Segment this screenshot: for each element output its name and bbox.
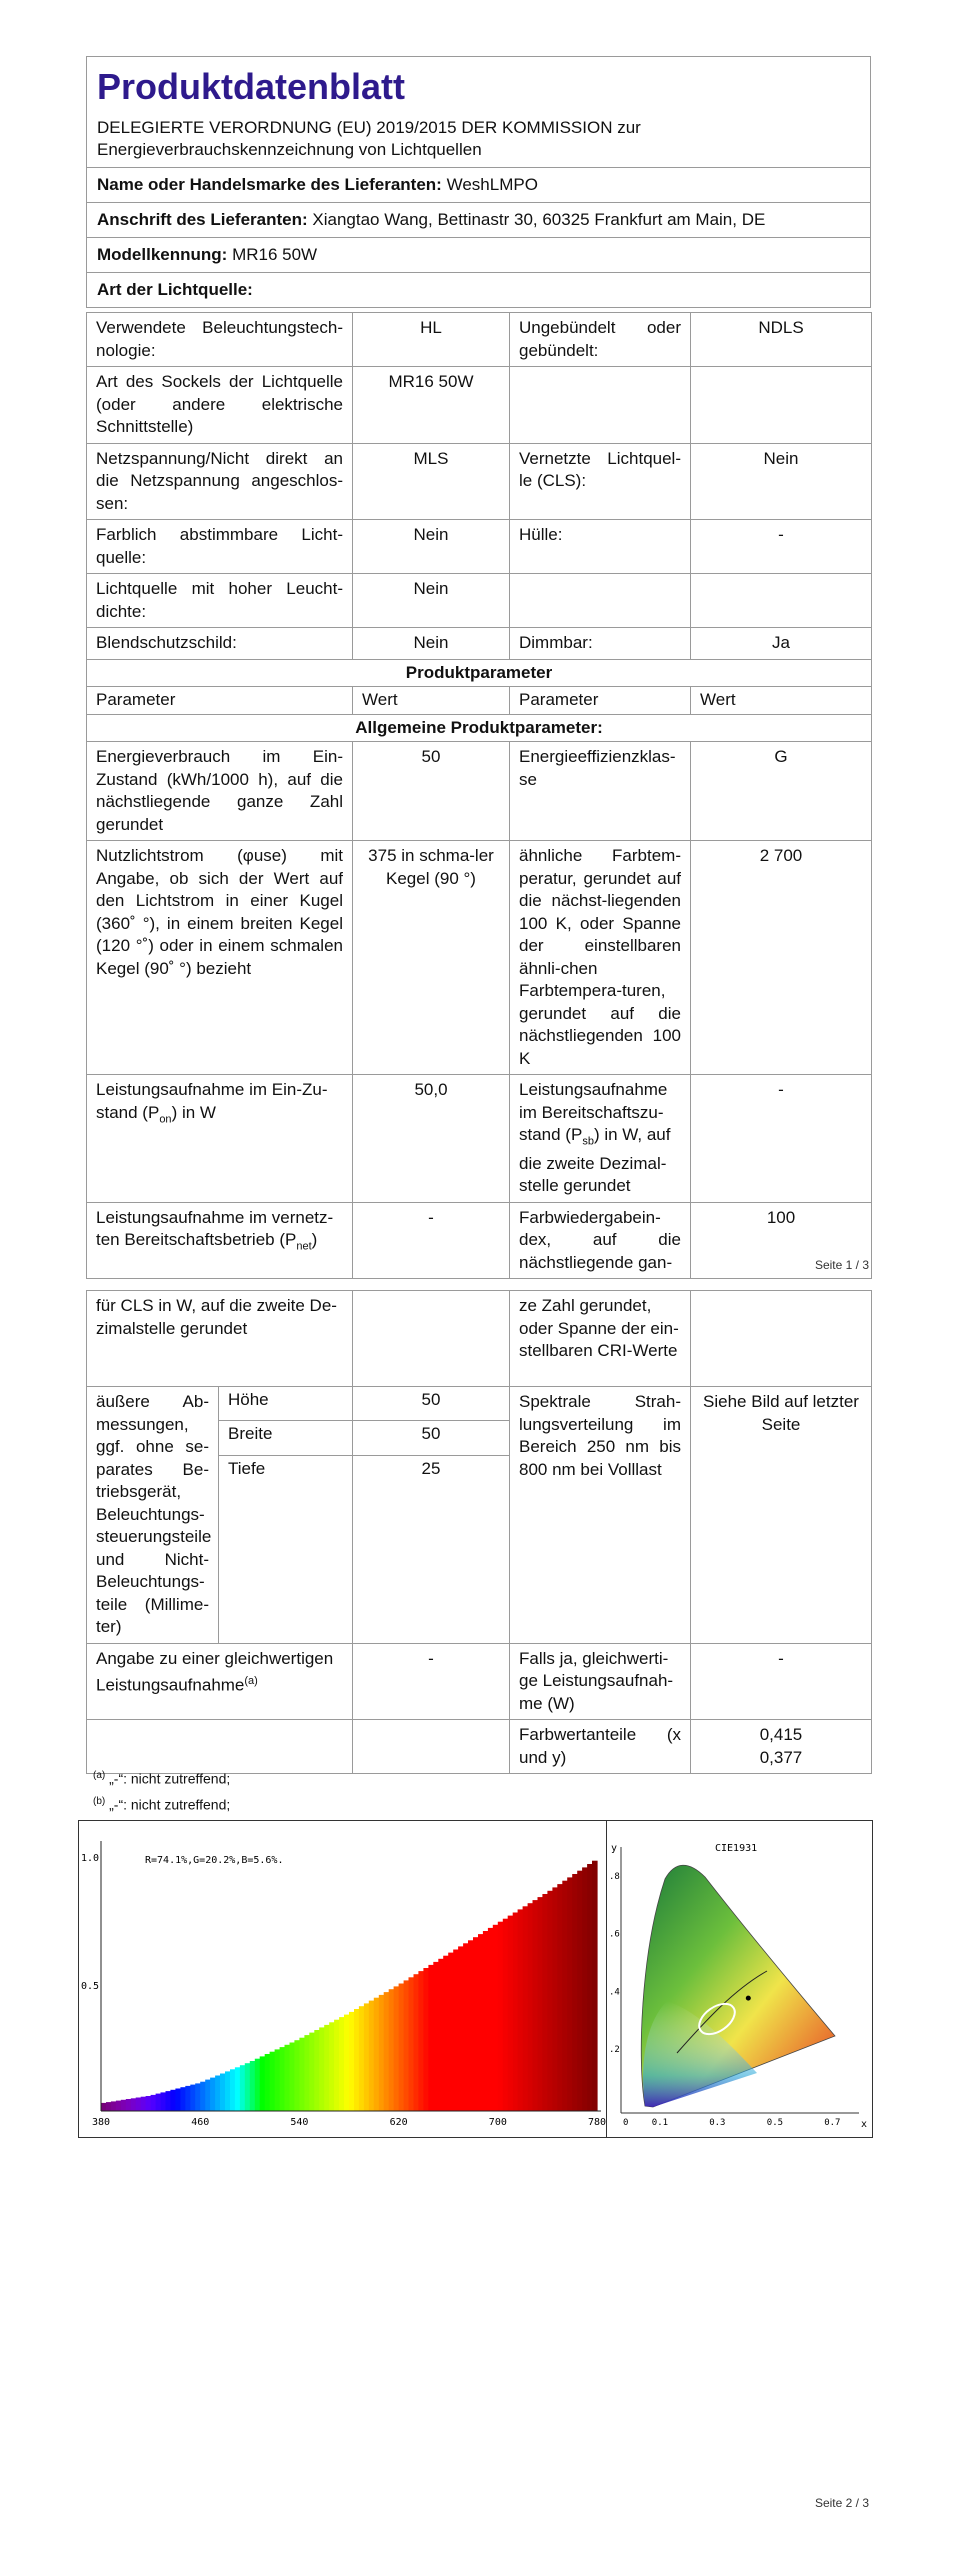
- envelope-value: -: [691, 520, 872, 574]
- spectrum-bar: [384, 1992, 390, 2111]
- spectrum-bar: [235, 2067, 241, 2111]
- glare-value: Nein: [353, 628, 510, 660]
- address-label: Anschrift des Lieferanten:: [97, 210, 308, 229]
- pnet-label: [87, 1202, 353, 1279]
- spectrum-bar: [151, 2095, 157, 2111]
- chromaticity-y: 0,377: [759, 1747, 803, 1767]
- spectrum-bar: [121, 2100, 127, 2111]
- pnet-label-continued: für CLS in W, auf die zweite De-zimalstelle gerundet: [87, 1291, 353, 1387]
- spectrum-bar: [344, 2015, 350, 2111]
- spectrum-bar: [225, 2071, 231, 2111]
- table-row: [87, 313, 872, 367]
- section-product-parameters: Produktparameter: [87, 659, 872, 687]
- regulation-text: DELEGIERTE VERORDNUNG (EU) 2019/2015 DER KOMMISSION zur Energieverbrauchskennzeichnung von Lichtquellen: [97, 118, 641, 159]
- x-tick-label: 620: [389, 2117, 408, 2128]
- cls-label: Vernetzte Lichtquel-le (CLS):: [510, 443, 691, 520]
- depth-label: Tiefe: [219, 1455, 353, 1643]
- spectrum-bar: [418, 1971, 424, 2111]
- dimmable-label: Dimmbar:: [510, 628, 691, 660]
- pnet-label-post: ): [311, 1230, 318, 1250]
- empty-cell: [510, 574, 691, 628]
- spectrum-bar: [324, 2025, 330, 2111]
- spd-value: Siehe Bild auf letzter Seite: [691, 1387, 872, 1644]
- address-row: [87, 203, 870, 238]
- empty-cell: [510, 367, 691, 444]
- regulation-row: [87, 117, 870, 168]
- equivalent-power-label: Falls ja, gleichwerti-ge Leistungsaufnah-me (W): [510, 1643, 691, 1720]
- spectrum-bar: [106, 2102, 112, 2111]
- mains-value: MLS: [353, 443, 510, 520]
- spectrum-bar: [195, 2083, 201, 2111]
- spectrum-bar: [294, 2040, 300, 2111]
- cri-value: 100: [691, 1202, 872, 1279]
- spectrum-bar: [161, 2092, 167, 2111]
- spectrum-bar: [567, 1877, 573, 2111]
- title-row: [87, 57, 870, 117]
- x-tick-label: 780: [588, 2117, 606, 2128]
- spectrum-bar: [399, 1984, 405, 2112]
- class-label: Energieeffizienzklas-se: [510, 742, 691, 841]
- spectrum-bar: [349, 2012, 355, 2111]
- cie-x-tick-label: 0.5: [766, 2118, 784, 2128]
- spectrum-bar: [552, 1887, 558, 2111]
- cie-x-tick-label: 0.7: [824, 2118, 841, 2128]
- spectrum-bar: [587, 1864, 593, 2111]
- spectrum-bar: [170, 2090, 176, 2111]
- cct-label: ähnliche Farbtem-peratur, gerundet auf die nächst-liegenden 100 K, oder Spanne der einstellbaren ähnli-chen Farbtempera-turen, gerundet auf die nächstliegenden 100 K: [510, 841, 691, 1075]
- y-tick-label: 1.0: [81, 1853, 100, 1864]
- spectrum-bar: [508, 1916, 514, 2111]
- table-row: [87, 520, 872, 574]
- footnote-a-mark: (a): [93, 1770, 106, 1781]
- x-tick-label: 540: [290, 2117, 309, 2128]
- table-row: [87, 687, 872, 715]
- model-row: [87, 238, 870, 273]
- high-luminance-label: Lichtquelle mit hoher Leucht-dichte:: [87, 574, 353, 628]
- spectrum-bar: [190, 2085, 196, 2111]
- spd-label: Spektrale Strah-lungsverteilung im Bereich 250 nm bis 800 nm bei Volllast: [510, 1387, 691, 1644]
- spectrum-bar: [260, 2056, 266, 2111]
- spectrum-bar: [448, 1953, 454, 2111]
- table-row: [87, 1387, 872, 1421]
- col-header-value: Wert: [353, 687, 510, 715]
- empty-cell: [691, 574, 872, 628]
- pon-value: 50,0: [353, 1075, 510, 1203]
- header-block: [86, 56, 871, 308]
- spectrum-bar: [463, 1943, 469, 2111]
- address-value: Xiangtao Wang, Bettinastr 30, 60325 Frankfurt am Main, DE: [312, 210, 766, 229]
- spectrum-bar: [359, 2006, 365, 2111]
- spectrum-bar: [126, 2099, 132, 2111]
- spectrum-bar: [285, 2045, 291, 2111]
- spectrum-bar: [428, 1965, 434, 2111]
- spectrum-bar: [389, 1989, 395, 2111]
- spectrum-bar: [458, 1946, 464, 2111]
- spectrum-bar: [111, 2101, 117, 2111]
- spectrum-bar: [290, 2043, 296, 2112]
- spectrum-bar: [205, 2080, 211, 2111]
- spectrum-bar: [478, 1934, 484, 2111]
- spectrum-bar: [582, 1867, 588, 2111]
- table-row: [87, 367, 872, 444]
- spectrum-bar: [542, 1894, 548, 2111]
- table-row: [87, 1643, 872, 1720]
- table-row: [87, 1291, 872, 1387]
- spectrum-bar: [319, 2027, 325, 2111]
- pnet-sub: net: [296, 1240, 312, 1253]
- section-general-parameters: Allgemeine Produktparameter:: [87, 714, 872, 742]
- cie-x-tick-label: 0.3: [709, 2118, 726, 2128]
- cie-x-tick-label: 0.1: [651, 2118, 669, 2128]
- spectrum-bar: [443, 1956, 449, 2111]
- spectrum-bar: [547, 1891, 553, 2111]
- spectrum-bar: [379, 1995, 385, 2111]
- footnote-a: [93, 1770, 230, 1787]
- spectrum-bar: [270, 2052, 276, 2111]
- psb-sub: sb: [582, 1135, 594, 1148]
- spectrum-bar: [329, 2022, 335, 2111]
- table-row: [87, 714, 872, 742]
- product-table-page1: [86, 312, 872, 1279]
- tech-label: Verwendete Beleuchtungstech-nologie:: [87, 313, 353, 367]
- spectrum-bar: [299, 2038, 305, 2111]
- cap-label: Art des Sockels der Lichtquelle (oder andere elektrische Schnittstelle): [87, 367, 353, 444]
- col-header-value: Wert: [691, 687, 872, 715]
- spectrum-bar: [334, 2020, 340, 2111]
- x-tick-label: 460: [191, 2117, 210, 2128]
- envelope-label: Hülle:: [510, 520, 691, 574]
- spectrum-bar: [250, 2061, 256, 2111]
- empty-cell: [691, 1291, 872, 1387]
- mains-label: Netzspannung/Nicht direkt an die Netzspannung angeschlos-sen:: [87, 443, 353, 520]
- spectrum-bar: [275, 2049, 281, 2111]
- spectrum-bar: [309, 2033, 315, 2111]
- high-luminance-value: Nein: [353, 574, 510, 628]
- spectrum-bar: [503, 1919, 509, 2111]
- pnet-value: -: [353, 1202, 510, 1279]
- page-title: Produktdatenblatt: [97, 66, 406, 107]
- depth-value: 25: [353, 1455, 510, 1643]
- model-label: Modellkennung:: [97, 245, 228, 264]
- energy-value: 50: [353, 742, 510, 841]
- spectrum-bar: [518, 1909, 524, 2111]
- cri-label-continued: ze Zahl gerundet, oder Spanne der ein-stellbaren CRI-Werte: [510, 1291, 691, 1387]
- spectrum-bar: [438, 1959, 444, 2111]
- equivalent-label: [87, 1643, 353, 1720]
- cie-title: CIE1931: [715, 1843, 758, 1854]
- spectrum-bar: [523, 1906, 529, 2111]
- spectrum-bar: [354, 2009, 360, 2111]
- spectrum-bar: [101, 2103, 107, 2111]
- flux-label: Nutzlichtstrom (φuse) mit Angabe, ob sich der Wert auf den Lichtstrom in einer Kugel (360˚ °), in einem breiten Kegel (120 °˚) oder in einem schmalen Kegel (90˚ °) bezieht: [87, 841, 353, 1075]
- spectrum-bar: [131, 2098, 137, 2111]
- spectrum-bar: [533, 1900, 539, 2111]
- table-row: [87, 742, 872, 841]
- bundled-value: NDLS: [691, 313, 872, 367]
- spectrum-bar: [468, 1940, 474, 2111]
- empty-cell: [353, 1291, 510, 1387]
- supplier-value: WeshLMPO: [446, 175, 538, 194]
- chromaticity-point: [746, 1996, 751, 2001]
- chromaticity-value: [691, 1720, 872, 1774]
- empty-cell: [353, 1720, 510, 1774]
- model-value: MR16 50W: [232, 245, 318, 264]
- spectrum-bar: [210, 2078, 216, 2111]
- pnet-label-pre: Leistungsaufnahme im vernetz-ten Bereitschaftsbetrieb (P: [96, 1207, 334, 1250]
- spectrum-bar: [374, 1998, 380, 2111]
- spectrum-bar: [369, 2001, 375, 2111]
- psb-label: [510, 1075, 691, 1203]
- equivalent-power-value: -: [691, 1643, 872, 1720]
- height-label: Höhe: [219, 1387, 353, 1421]
- flux-value: 375 in schma-ler Kegel (90 °): [353, 841, 510, 1075]
- spectrum-bar: [562, 1881, 568, 2111]
- tech-value: HL: [353, 313, 510, 367]
- dimmable-value: Ja: [691, 628, 872, 660]
- cie-y-tick-label: .8: [609, 1871, 620, 1882]
- spectrum-bar: [557, 1884, 563, 2111]
- product-table-page2: [86, 1290, 872, 1774]
- spectrum-bar: [339, 2017, 345, 2111]
- equivalent-sup: (a): [244, 1675, 258, 1687]
- spectrum-bar: [409, 1977, 415, 2111]
- spectrum-bar: [394, 1986, 400, 2111]
- spectrum-bar: [245, 2063, 251, 2111]
- spectrum-bar: [577, 1871, 583, 2111]
- supplier-label: Name oder Handelsmarke des Lieferanten:: [97, 175, 442, 194]
- color-label: Farblich abstimmbare Licht-quelle:: [87, 520, 353, 574]
- spectrum-bar: [483, 1931, 489, 2111]
- spectrum-bar: [180, 2087, 186, 2111]
- width-label: Breite: [219, 1421, 353, 1455]
- spectrum-bar: [364, 2003, 370, 2111]
- spectrum-bar: [156, 2094, 162, 2111]
- spectrum-bar: [538, 1897, 544, 2111]
- table-row: [87, 1202, 872, 1279]
- cie-x-axis-label: x: [861, 2119, 868, 2130]
- spectrum-bar: [572, 1874, 578, 2111]
- dimensions-label: äußere Ab-messungen, ggf. ohne se-parates Be-triebsgerät, Beleuchtungs-steuerungsteile und Nicht-Beleuchtungs-teile (Millime-ter): [87, 1387, 219, 1644]
- psb-label-post: ) in W, auf die zweite Dezimal-stelle gerundet: [519, 1125, 671, 1196]
- spectrum-bar: [528, 1903, 534, 2111]
- cie-y-tick-label: .2: [609, 2045, 620, 2056]
- spectrum-bar: [146, 2096, 152, 2111]
- page-number: Seite 1 / 3: [814, 1258, 869, 1272]
- spectrum-chart: [79, 1821, 606, 2137]
- table-row: [87, 443, 872, 520]
- spectrum-bar: [304, 2035, 310, 2111]
- spectrum-bar: [498, 1922, 504, 2111]
- empty-cell: [87, 1720, 353, 1774]
- cct-value: 2 700: [691, 841, 872, 1075]
- y-tick-label: 0.5: [81, 1981, 100, 1992]
- type-label: Art der Lichtquelle:: [97, 280, 253, 299]
- cie-x-tick-label: 0: [623, 2118, 629, 2128]
- page-number: Seite 2 / 3: [814, 2496, 869, 2510]
- supplier-row: [87, 168, 870, 203]
- spectrum-annotation: R=74.1%,G=20.2%,B=5.6%.: [145, 1855, 284, 1866]
- col-header-parameter: Parameter: [510, 687, 691, 715]
- table-row: [87, 659, 872, 687]
- spectrum-bar: [175, 2089, 181, 2112]
- spectrum-bar: [230, 2069, 236, 2111]
- spectrum-bar: [280, 2047, 286, 2111]
- spectrum-figure: [78, 1820, 873, 2138]
- spectrum-bar: [240, 2065, 246, 2111]
- spectrum-bar: [265, 2054, 271, 2111]
- class-value: G: [691, 742, 872, 841]
- footnote-b-mark: (b): [93, 1796, 106, 1807]
- footnote-a-text: „-“: nicht zutreffend;: [109, 1770, 231, 1787]
- equivalent-label-text: Angabe zu einer gleichwertigen Leistungsaufnahme: [96, 1648, 334, 1695]
- spectrum-bar: [404, 1980, 410, 2111]
- cri-label: Farbwiedergabein-dex, auf die nächstliegende gan-: [510, 1202, 691, 1279]
- spectrum-bar: [314, 2030, 320, 2111]
- table-row: [87, 841, 872, 1075]
- cap-value: MR16 50W: [353, 367, 510, 444]
- bundled-label: Ungebündelt oder gebündelt:: [510, 313, 691, 367]
- cls-value: Nein: [691, 443, 872, 520]
- spectrum-bar: [136, 2098, 142, 2112]
- x-tick-label: 380: [92, 2117, 111, 2128]
- table-row: [87, 628, 872, 660]
- glare-label: Blendschutzschild:: [87, 628, 353, 660]
- spectrum-bar: [141, 2097, 147, 2111]
- spectrum-bar: [220, 2074, 226, 2112]
- color-value: Nein: [353, 520, 510, 574]
- spectrum-bar: [493, 1925, 499, 2111]
- type-row: [87, 273, 870, 308]
- spectrum-bar: [414, 1974, 420, 2111]
- energy-label: Energieverbrauch im Ein-Zustand (kWh/1000 h), auf die nächstliegende ganze Zahl gerundet: [87, 742, 353, 841]
- spectrum-bar: [513, 1913, 519, 2112]
- spectrum-bar: [453, 1950, 459, 2112]
- spectrum-bar: [255, 2059, 261, 2111]
- equivalent-value: -: [353, 1643, 510, 1720]
- spectrum-bar: [488, 1928, 494, 2111]
- spectrum-bar: [215, 2076, 221, 2112]
- x-tick-label: 700: [488, 2117, 507, 2128]
- empty-cell: [691, 367, 872, 444]
- pon-label-post: ) in W: [171, 1102, 216, 1122]
- spectrum-bar: [592, 1861, 598, 2111]
- table-row: [87, 574, 872, 628]
- table-row: [87, 1075, 872, 1203]
- footnote-b: [93, 1796, 230, 1813]
- pon-label-pre: Leistungsaufnahme im Ein-Zu-stand (P: [96, 1080, 328, 1122]
- spectrum-bar: [200, 2082, 206, 2111]
- psb-value: -: [691, 1075, 872, 1203]
- table-row: [87, 1720, 872, 1774]
- cie-y-axis-label: y: [611, 1843, 618, 1854]
- cie-y-tick-label: .4: [609, 1987, 620, 1998]
- psb-label-pre: Leistungsaufnahme im Bereitschaftszu-stand (P: [519, 1080, 668, 1144]
- spectrum-bar: [185, 2086, 191, 2111]
- spectrum-bar: [423, 1968, 429, 2111]
- chromaticity-x: 0,415: [759, 1725, 803, 1744]
- spectrum-bar: [433, 1962, 439, 2111]
- pon-sub: on: [159, 1112, 172, 1125]
- spectrum-bar: [473, 1937, 479, 2111]
- height-value: 50: [353, 1387, 510, 1421]
- cie-chart: [607, 1821, 873, 2137]
- cie-y-tick-label: .6: [609, 1929, 620, 1940]
- pon-label: [87, 1075, 353, 1203]
- width-value: 50: [353, 1421, 510, 1455]
- chromaticity-label: Farbwertanteile (x und y): [510, 1720, 691, 1774]
- spectrum-bar: [116, 2101, 122, 2111]
- spectrum-bar: [166, 2091, 172, 2111]
- footnote-b-text: „-“: nicht zutreffend;: [109, 1796, 231, 1813]
- col-header-parameter: Parameter: [87, 687, 353, 715]
